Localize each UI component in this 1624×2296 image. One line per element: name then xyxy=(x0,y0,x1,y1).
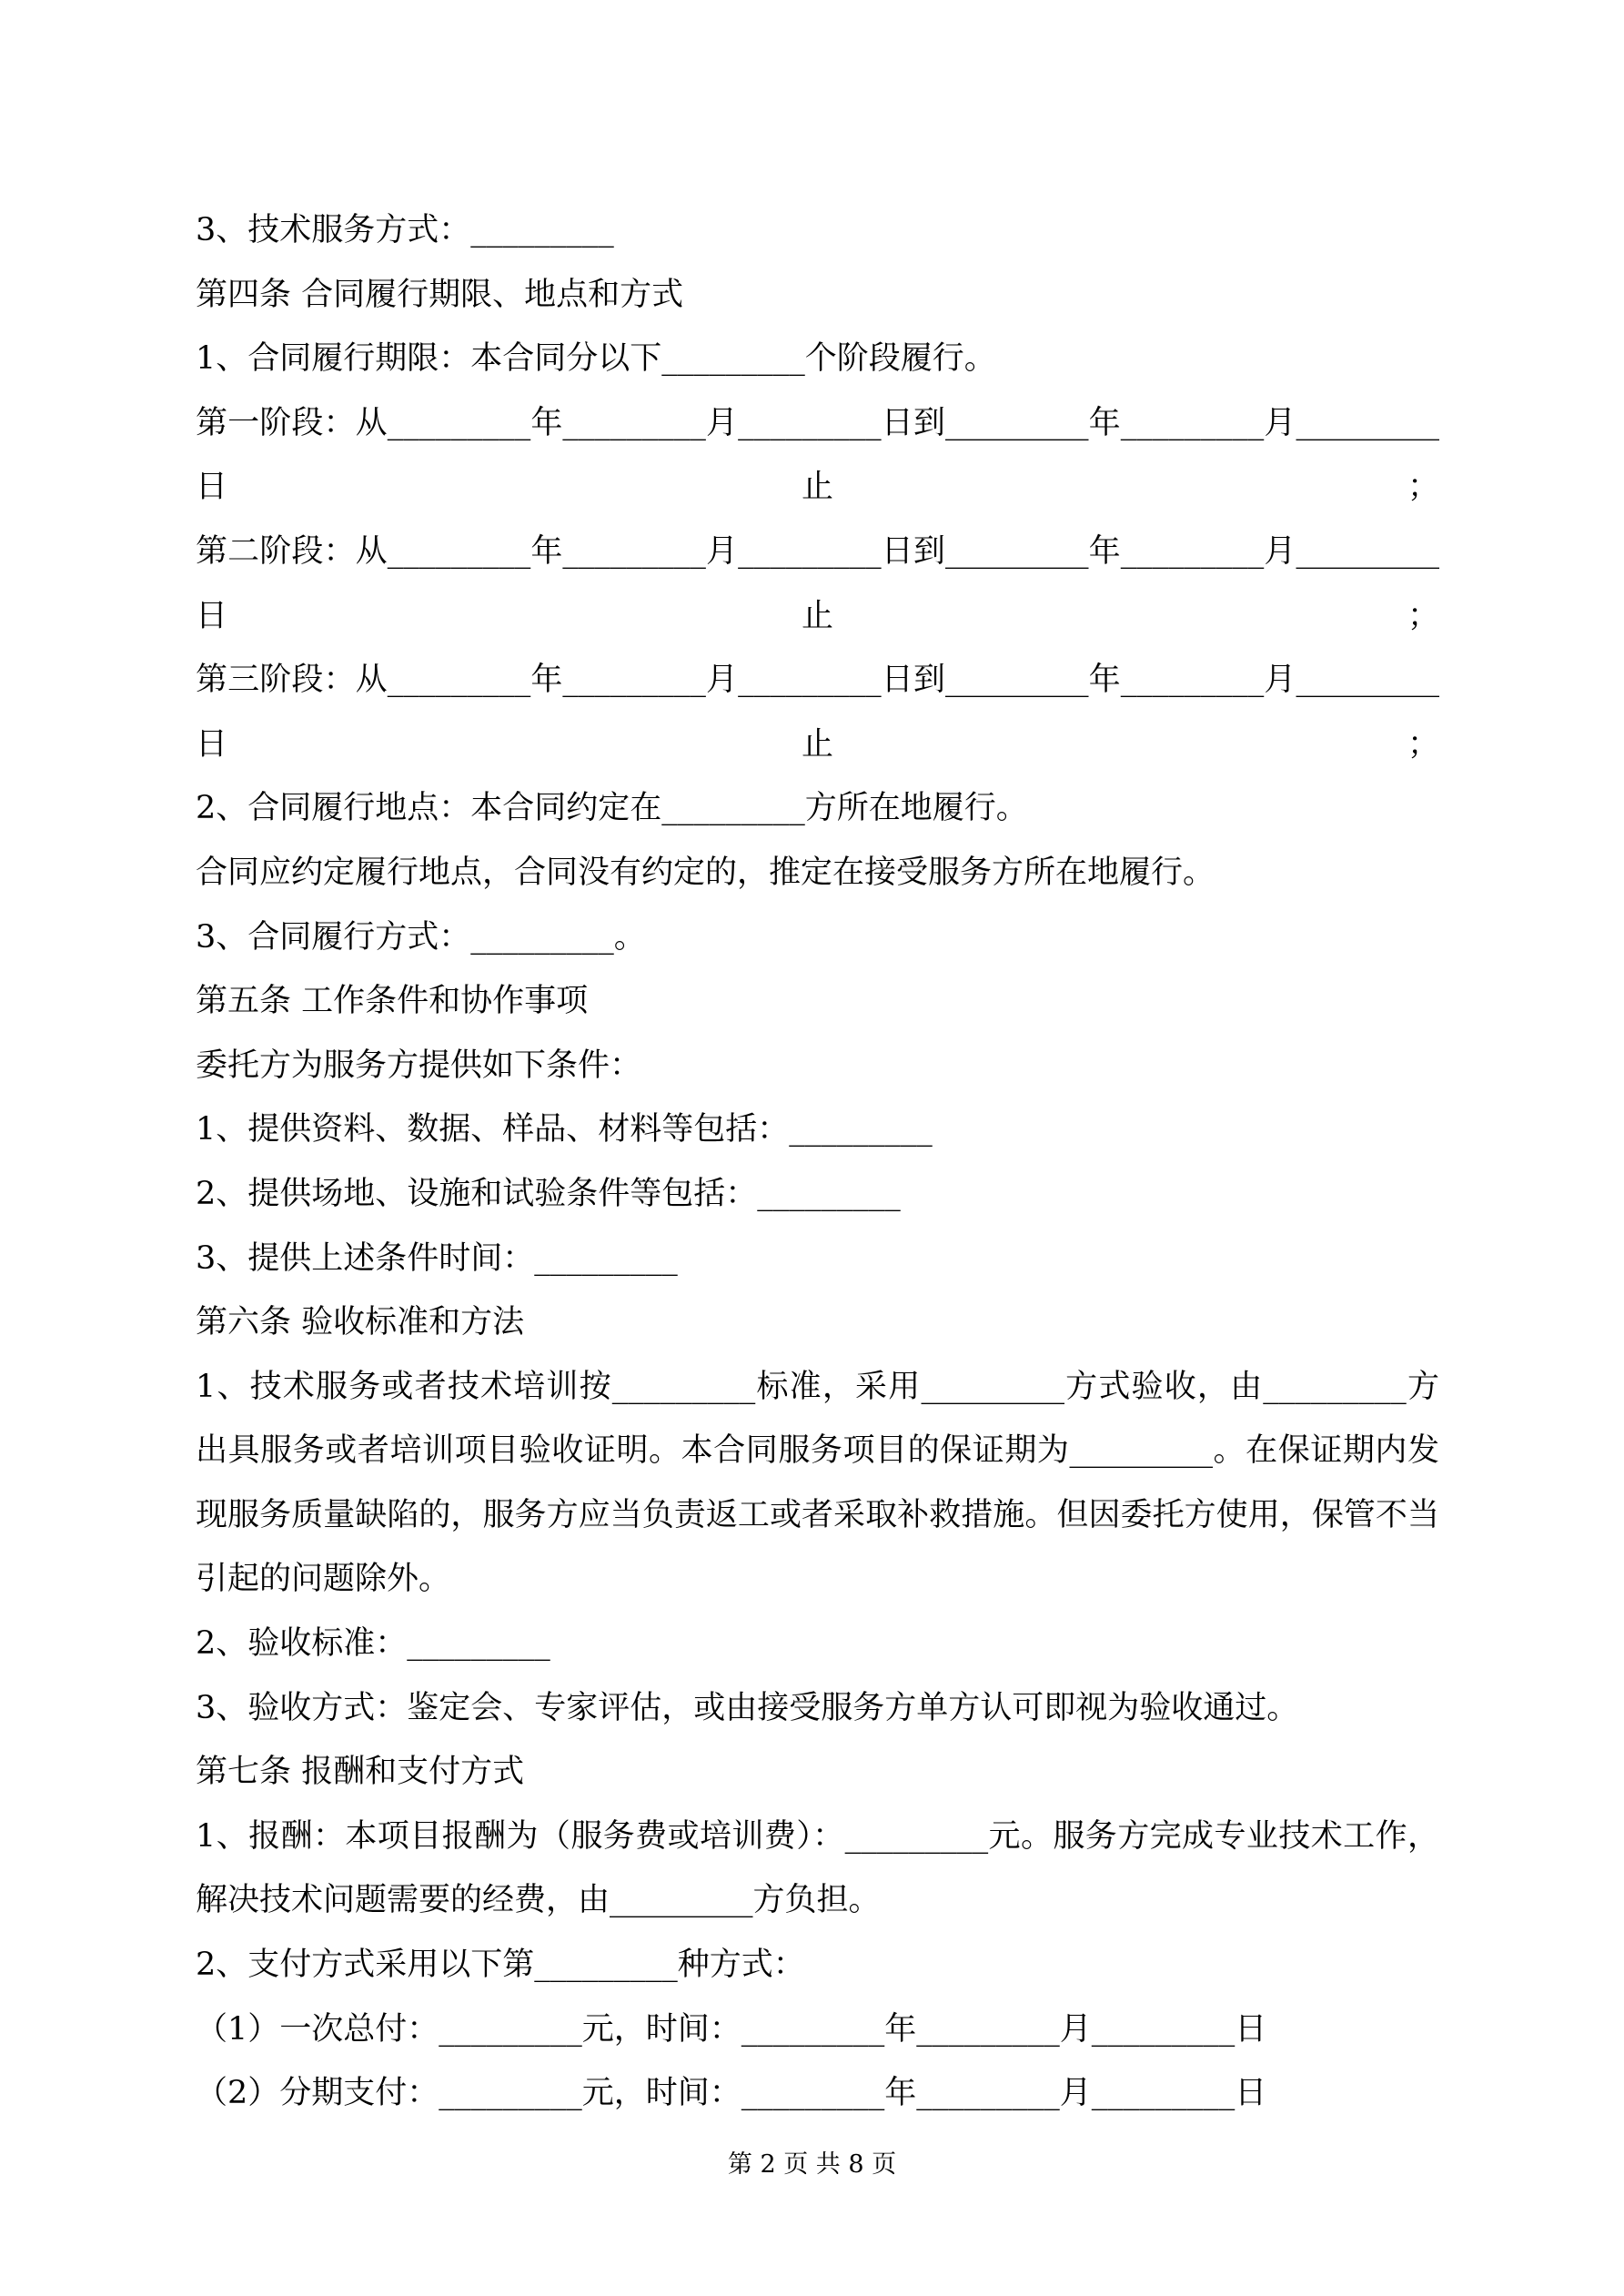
paragraph: 2、验收标准：_________ xyxy=(196,1625,550,1663)
paragraph: 委托方为服务方提供如下条件： xyxy=(196,1047,642,1084)
paragraph: 3、验收方式：鉴定会、专家评估，或由接受服务方单方认可即视为验收通过。 xyxy=(196,1689,1299,1726)
paragraph: 第三阶段：从_________年_________月_________日到_________年_________月_________日止； xyxy=(196,662,1439,763)
paragraph: 合同应约定履行地点，合同没有约定的，推定在接受服务方所在地履行。 xyxy=(196,854,1215,891)
paragraph: （2）分期支付：_________元，时间：_________年_________月_________日 xyxy=(196,2075,1267,2112)
paragraph: 2、支付方式采用以下第_________种方式： xyxy=(196,1947,805,1984)
paragraph: 1、报酬：本项目报酬为（服务费或培训费）：_________元。服务方完成专业技术工作，解决技术问题需要的经费，由_________方负担。 xyxy=(196,1817,1439,1919)
paragraph: 3、技术服务方式：_________ xyxy=(196,212,614,248)
paragraph: 2、提供场地、设施和试验条件等包括：_________ xyxy=(196,1175,901,1212)
section-heading: 第六条 验收标准和方法 xyxy=(196,1304,525,1341)
section-heading: 第四条 合同履行期限、地点和方式 xyxy=(196,276,684,313)
paragraph: （1）一次总付：_________元，时间：_________年_________月_________日 xyxy=(196,2010,1267,2048)
paragraph: 第二阶段：从_________年_________月_________日到_________年_________月_________日止； xyxy=(196,532,1439,634)
section-heading: 第七条 报酬和支付方式 xyxy=(196,1754,525,1791)
section-heading: 第五条 工作条件和协作事项 xyxy=(196,983,589,1020)
paragraph: 1、技术服务或者技术培训按_________标准，采用_________方式验收，由_________方出具服务或者培训项目验收证明。本合同服务项目的保证期为_________。在保证期内发现服务质量缺陷的，服务方应当负责返工或者采取补救措施。但因委托方使用，保管不当引起的问题除外。 xyxy=(196,1368,1439,1598)
paragraph: 3、合同履行方式：_________。 xyxy=(196,918,646,956)
paragraph: 1、提供资料、数据、样品、材料等包括：_________ xyxy=(196,1111,933,1148)
document-body xyxy=(196,198,1439,2126)
paragraph: 第一阶段：从_________年_________月_________日到_________年_________月_________日止； xyxy=(196,404,1439,506)
page-number-footer: 第 2 页 共 8 页 xyxy=(727,2150,897,2179)
paragraph: 1、合同履行期限：本合同分以下_________个阶段履行。 xyxy=(196,340,996,378)
paragraph: 2、合同履行地点：本合同约定在_________方所在地履行。 xyxy=(196,790,1028,827)
paragraph: 3、提供上述条件时间：_________ xyxy=(196,1239,678,1277)
